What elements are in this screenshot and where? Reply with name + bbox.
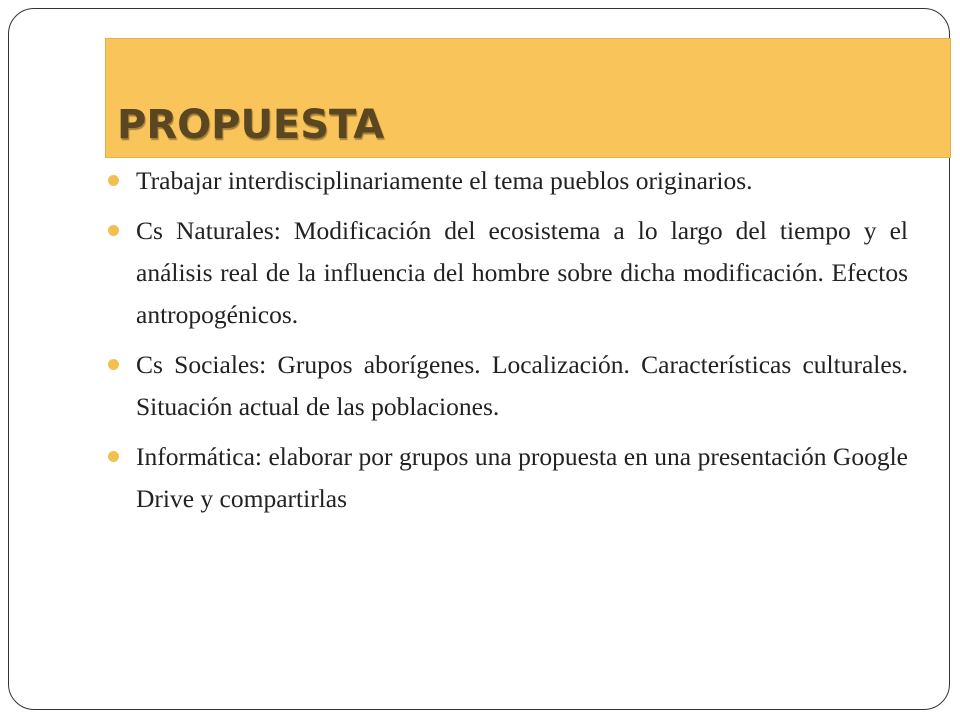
bullet-dot-icon (108, 359, 119, 370)
bullet-text: Cs Sociales: Grupos aborígenes. Localización. Características culturales. Situación actual de las poblaciones. (136, 350, 908, 421)
bullet-text: Informática: elaborar por grupos una propuesta en una presentación Google Drive y compartirlas (136, 442, 908, 513)
bullet-dot-icon (108, 175, 119, 186)
bullet-item (108, 436, 908, 520)
bullet-text: Cs Naturales: Modificación del ecosistema a lo largo del tiempo y el análisis real de la influencia del hombre sobre dicha modificación. Efectos antropogénicos. (136, 216, 908, 329)
slide-title: PROPUESTA (117, 102, 385, 148)
bullet-list (108, 160, 908, 528)
bullet-text: Trabajar interdisciplinariamente el tema pueblos originarios. (136, 166, 753, 195)
bullet-item (108, 210, 908, 336)
bullet-dot-icon (108, 225, 119, 236)
bullet-dot-icon (108, 451, 119, 462)
bullet-item (108, 160, 908, 202)
title-band (105, 38, 951, 158)
bullet-item (108, 344, 908, 428)
